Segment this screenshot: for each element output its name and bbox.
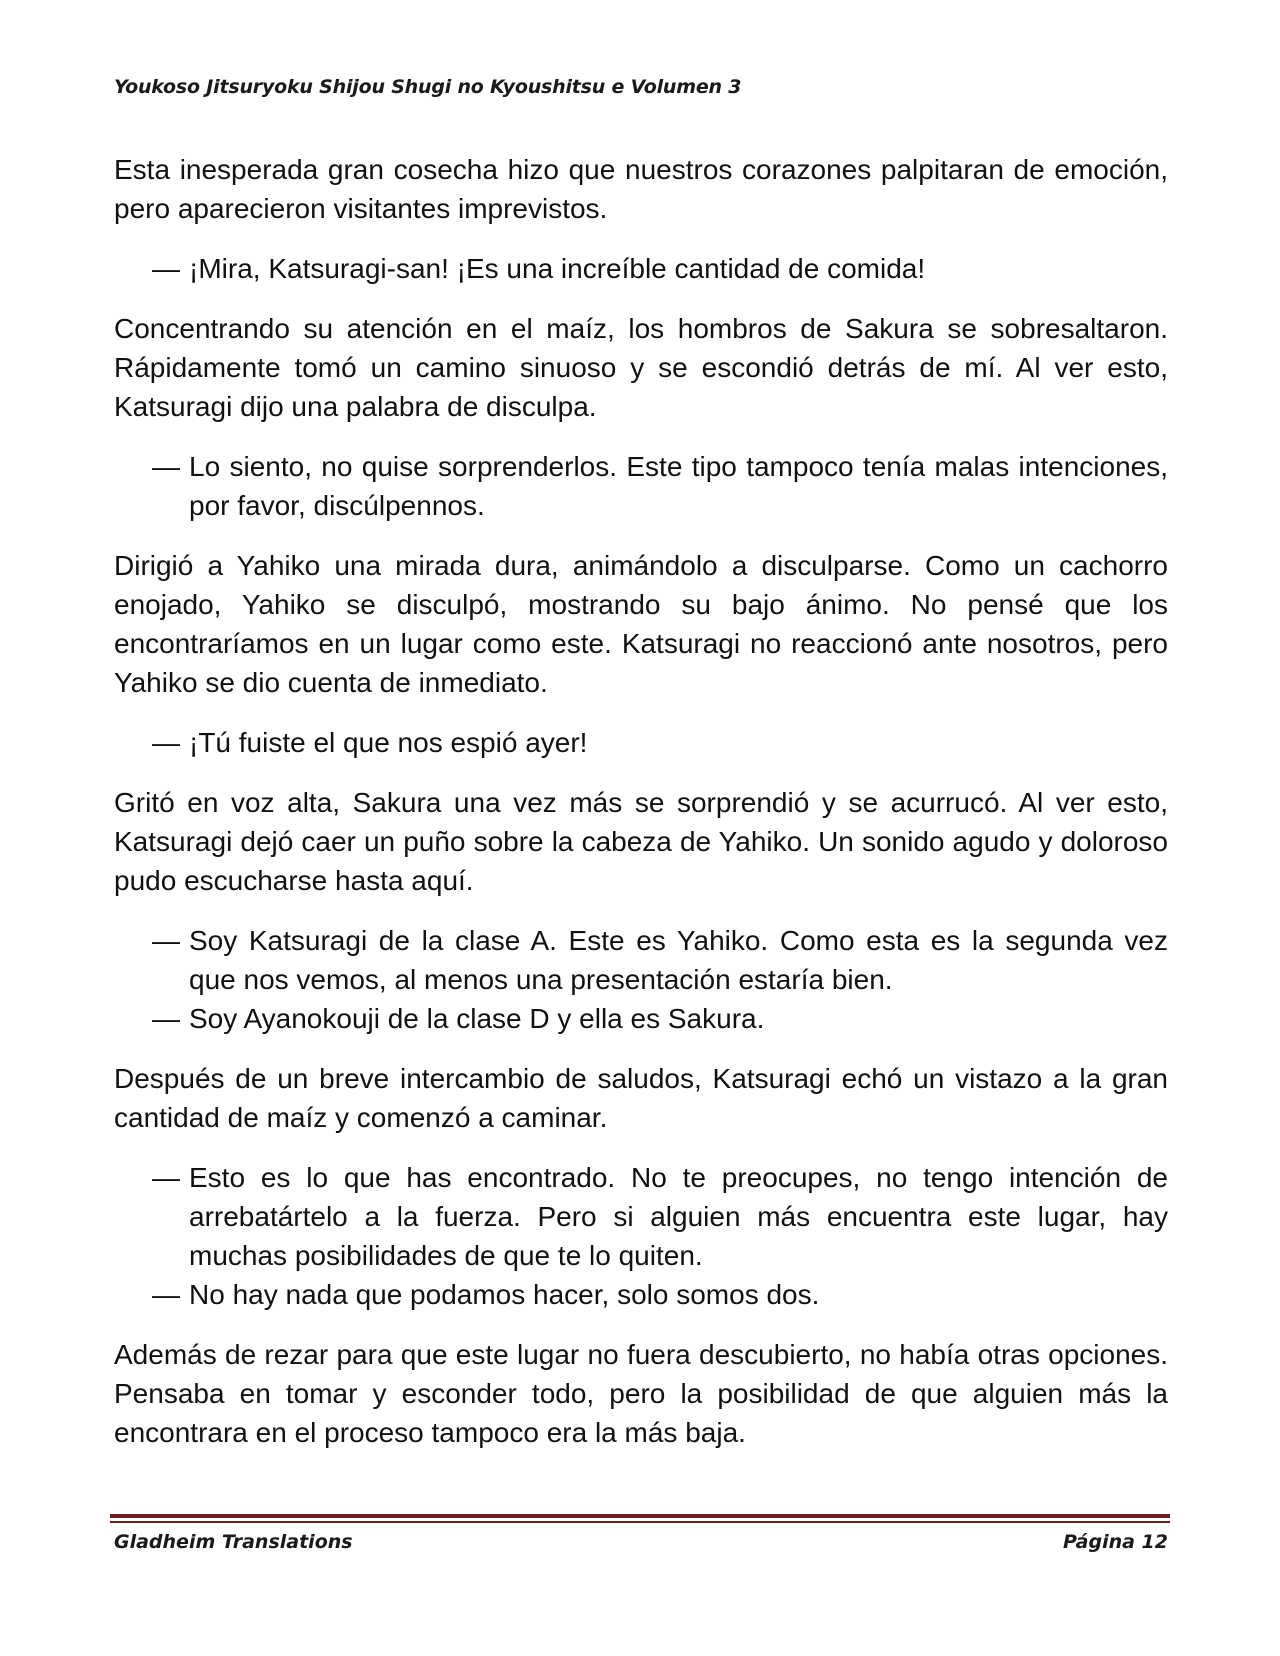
dialogue-dash: — bbox=[152, 1162, 180, 1193]
dialogue-dash: — bbox=[152, 727, 180, 758]
dialogue-line-7 bbox=[114, 1275, 1168, 1314]
dialogue-dash: — bbox=[152, 253, 180, 284]
paragraph-6: Además de rezar para que este lugar no fuera descubierto, no había otras opciones. Pensaba en tomar y esconder todo, pero la posibilidad de que alguien más la encontrara en el proceso tampoco era la más baja. bbox=[114, 1339, 1168, 1448]
dialogue-group-5 bbox=[114, 1158, 1168, 1314]
dialogue-text: Lo siento, no quise sorprenderlos. Este tipo tampoco tenía malas intenciones, por favor, discúlpennos. bbox=[189, 451, 1168, 521]
dialogue-text: Esto es lo que has encontrado. No te preocupes, no tengo intención de arrebatártelo a la fuerza. Pero si alguien más encuentra este lugar, hay muchas posibilidades de que te lo quiten. bbox=[189, 1162, 1168, 1271]
dialogue-text: No hay nada que podamos hacer, solo somos dos. bbox=[189, 1279, 820, 1310]
dialogue-group-4 bbox=[114, 921, 1168, 1038]
footer-credit: Gladheim Translations bbox=[114, 1531, 353, 1553]
dialogue-line-6 bbox=[114, 1158, 1168, 1275]
footer-divider bbox=[110, 1514, 1170, 1524]
paragraph-3: Dirigió a Yahiko una mirada dura, animándolo a disculparse. Como un cachorro enojado, Yahiko se disculpó, mostrando su bajo ánimo. No pensé que los encontraríamos en un lugar como este. Katsuragi no reaccionó ante nosotros, pero Yahiko se dio cuenta de inmediato. bbox=[114, 550, 1168, 698]
paragraph-5: Después de un breve intercambio de saludos, Katsuragi echó un vistazo a la gran cantidad de maíz y comenzó a caminar. bbox=[114, 1063, 1168, 1133]
dialogue-dash: — bbox=[152, 451, 180, 482]
dialogue-text: ¡Mira, Katsuragi-san! ¡Es una increíble cantidad de comida! bbox=[189, 253, 926, 284]
running-header: Youkoso Jitsuryoku Shijou Shugi no Kyoushitsu e Volumen 3 bbox=[114, 76, 742, 98]
paragraph-2: Concentrando su atención en el maíz, los hombros de Sakura se sobresaltaron. Rápidamente tomó un camino sinuoso y se escondió detrás de mí. Al ver esto, Katsuragi dijo una palabra de disculpa. bbox=[114, 313, 1168, 422]
footer-divider-thin-line bbox=[110, 1521, 1170, 1523]
dialogue-group-2 bbox=[114, 447, 1168, 525]
footer-divider-thick-line bbox=[110, 1514, 1170, 1518]
dialogue-line-2 bbox=[114, 447, 1168, 525]
page-number: Página 12 bbox=[1062, 1531, 1168, 1553]
dialogue-dash: — bbox=[152, 1279, 180, 1310]
dialogue-line-5 bbox=[114, 999, 1168, 1038]
dialogue-text: ¡Tú fuiste el que nos espió ayer! bbox=[189, 727, 588, 758]
dialogue-text: Soy Ayanokouji de la clase D y ella es Sakura. bbox=[189, 1003, 765, 1034]
dialogue-line-4 bbox=[114, 921, 1168, 999]
dialogue-dash: — bbox=[152, 925, 180, 956]
page-body bbox=[114, 150, 1168, 1473]
paragraph-1: Esta inesperada gran cosecha hizo que nuestros corazones palpitaran de emoción, pero aparecieron visitantes imprevistos. bbox=[114, 154, 1168, 224]
dialogue-dash: — bbox=[152, 1003, 180, 1034]
dialogue-text: Soy Katsuragi de la clase A. Este es Yahiko. Como esta es la segunda vez que nos vemos, al menos una presentación estaría bien. bbox=[189, 925, 1168, 995]
dialogue-group-3 bbox=[114, 723, 1168, 762]
dialogue-group-1 bbox=[114, 249, 1168, 288]
dialogue-line-1 bbox=[114, 249, 1168, 288]
dialogue-line-3 bbox=[114, 723, 1168, 762]
paragraph-4: Gritó en voz alta, Sakura una vez más se sorprendió y se acurrucó. Al ver esto, Katsuragi dejó caer un puño sobre la cabeza de Yahiko. Un sonido agudo y doloroso pudo escucharse hasta aquí. bbox=[114, 787, 1168, 896]
